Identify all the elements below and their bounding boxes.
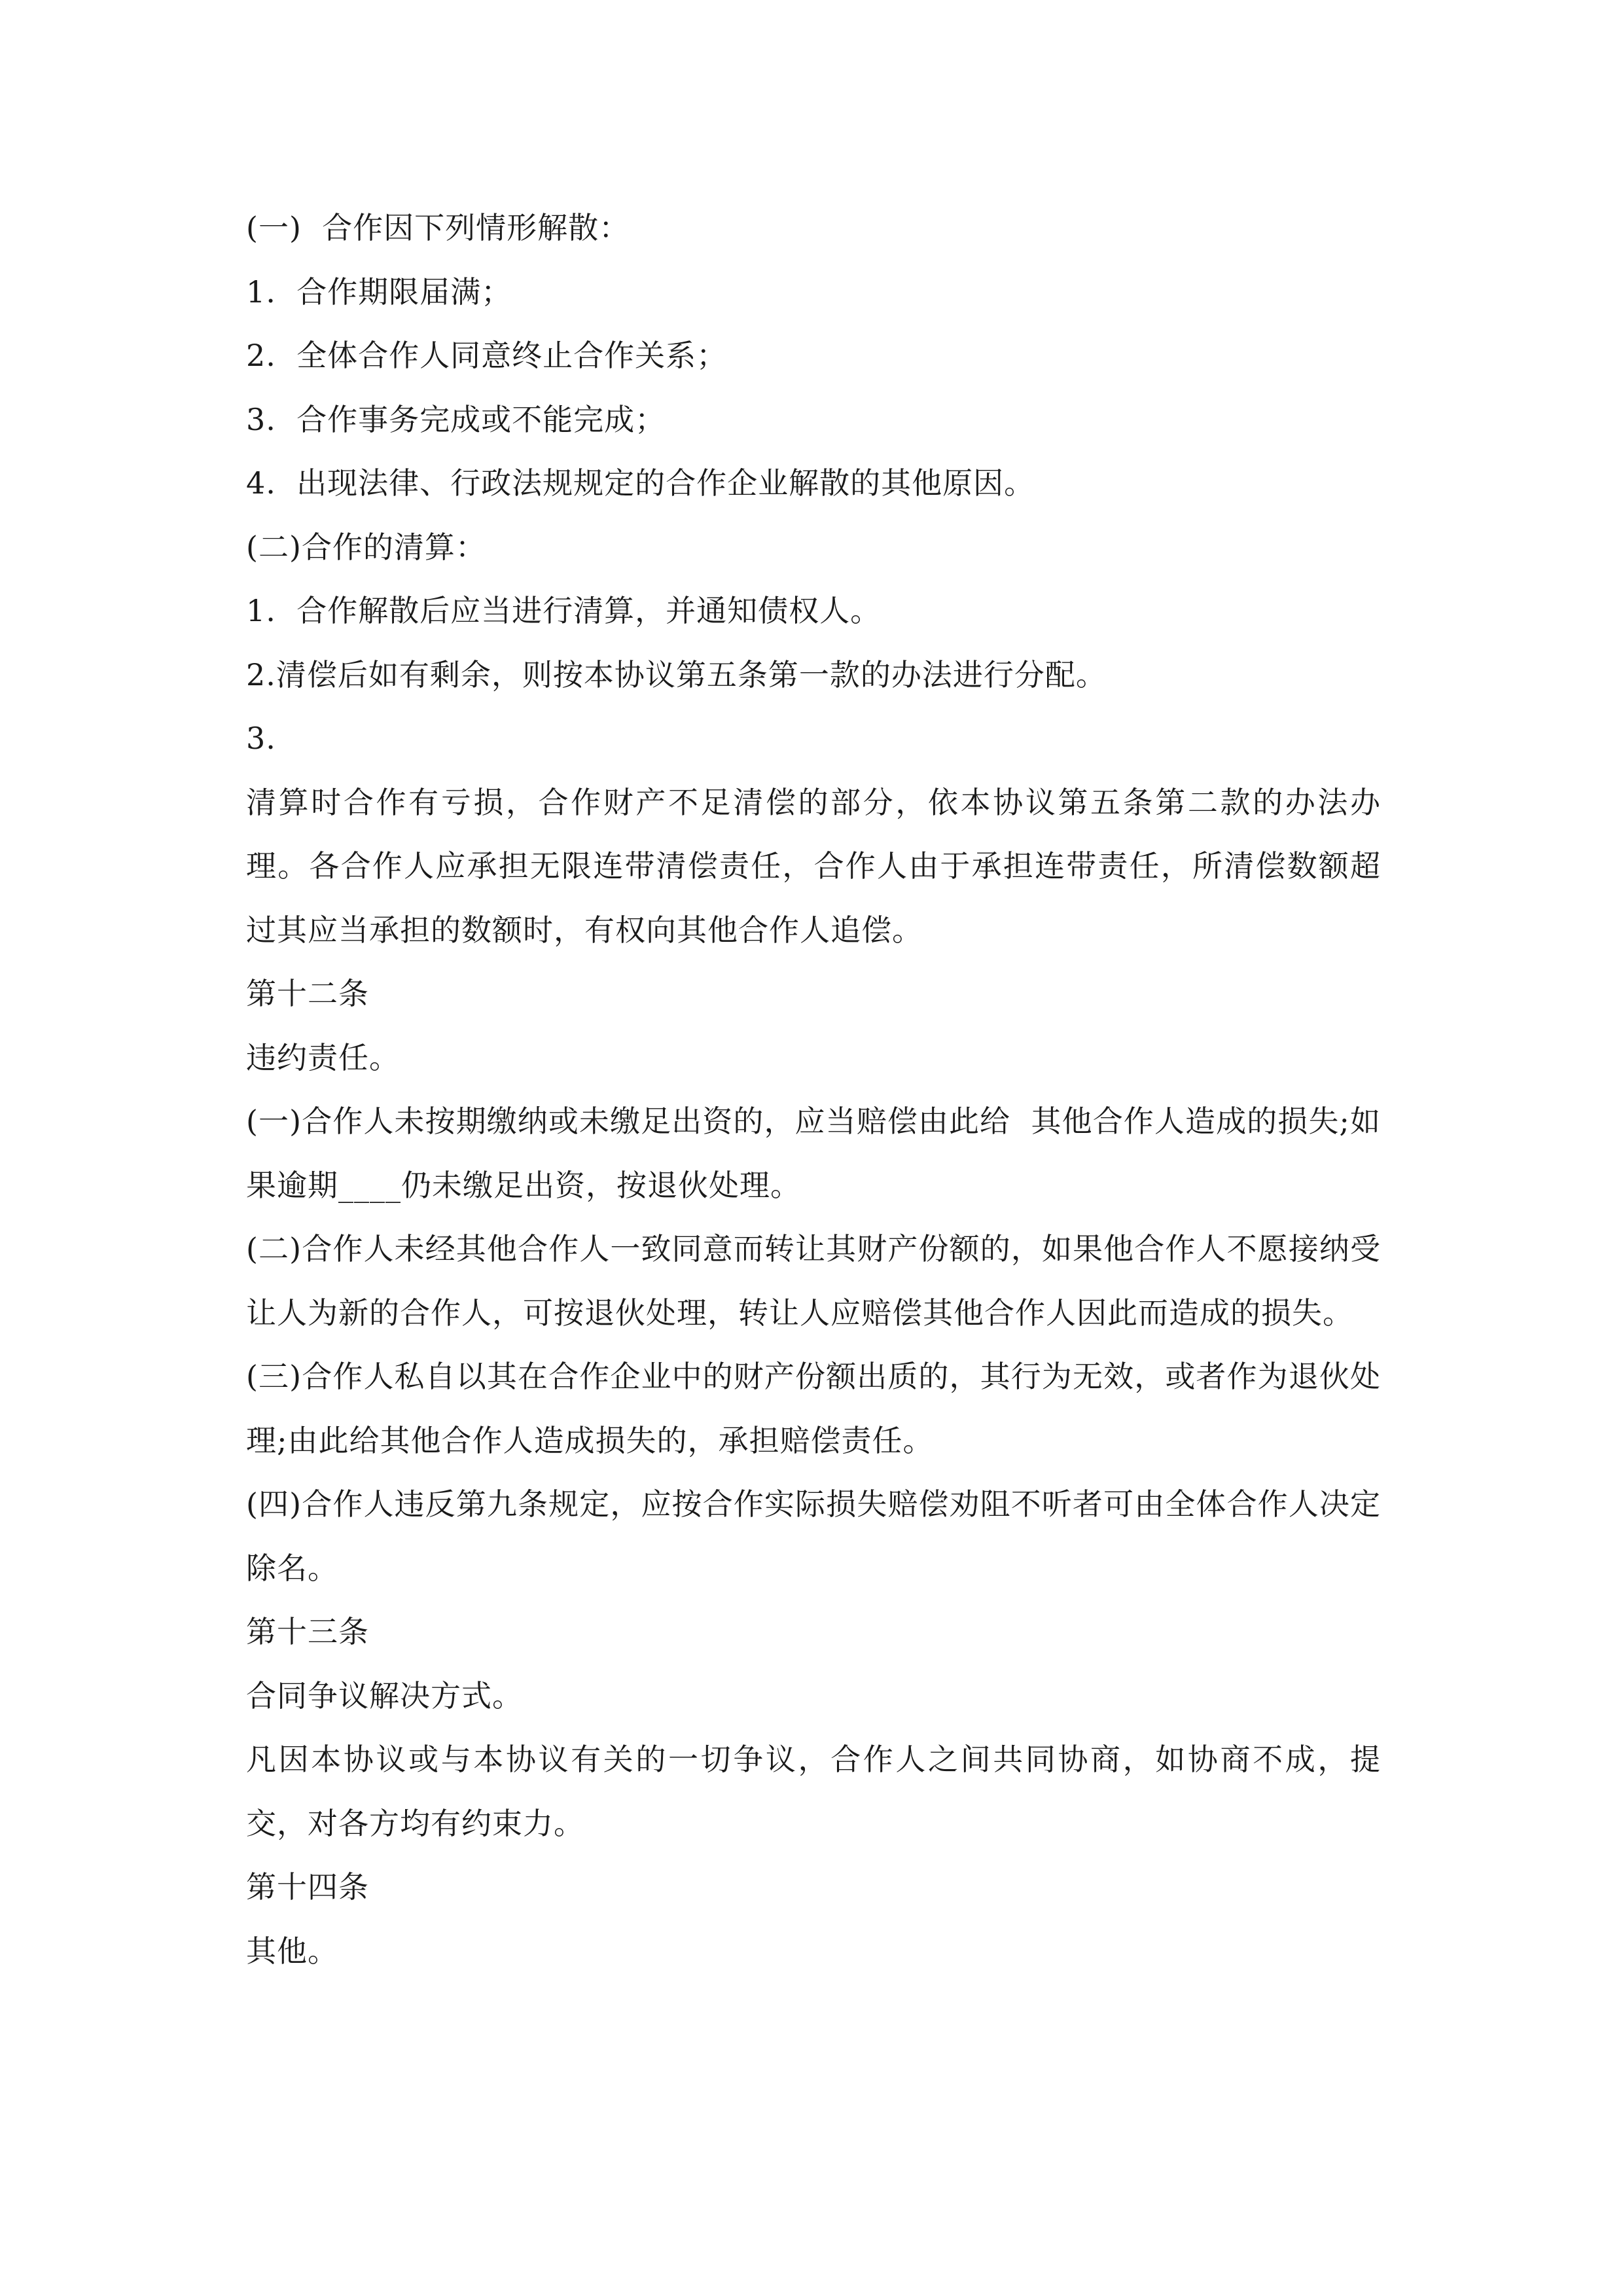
breach-clause-2: (二)合作人未经其他合作人一致同意而转让其财产份额的，如果他合作人不愿接纳受让人为新的合作人，可按退伙处理，转让人应赔偿其他合作人因此而造成的损失。 — [246, 1231, 1381, 1331]
article-14-title: 第十四条 — [246, 1869, 369, 1905]
liquidation-item-2: 2.清偿后如有剩余，则按本协议第五条第一款的办法进行分配。 — [246, 656, 1107, 692]
liquidation-item-3-text: 清算时合作有亏损，合作财产不足清偿的部分，依本协议第五条第二款的办法办理。各合作人应承担无限连带清偿责任，合作人由于承担连带责任，所清偿数额超过其应当承担的数额时，有权向其他合作人追偿。 — [246, 784, 1381, 948]
dissolution-item-4: 4. 出现法律、行政法规规定的合作企业解散的其他原因。 — [246, 465, 1035, 501]
dissolution-heading: (一) 合作因下列情形解散： — [246, 210, 630, 245]
dissolution-item-2: 2. 全体合作人同意终止合作关系； — [246, 338, 728, 373]
article-13-subject: 合同争议解决方式。 — [246, 1677, 523, 1713]
liquidation-item-1: 1. 合作解散后应当进行清算，并通知债权人。 — [246, 593, 882, 628]
article-12-title: 第十二条 — [246, 976, 369, 1011]
liquidation-item-3-number: 3. — [246, 721, 276, 756]
dissolution-item-1: 1. 合作期限届满； — [246, 274, 512, 310]
dissolution-item-3: 3. 合作事务完成或不能完成； — [246, 401, 666, 437]
article-13-title: 第十三条 — [246, 1614, 369, 1649]
dispute-resolution-text: 凡因本协议或与本协议有关的一切争议，合作人之间共同协商，如协商不成，提交，对各方均有约束力。 — [246, 1742, 1381, 1841]
liquidation-heading: (二)合作的清算： — [246, 529, 486, 565]
breach-clause-3: (三)合作人私自以其在合作企业中的财产份额出质的，其行为无效，或者作为退伙处理;由此给其他合作人造成损失的，承担赔偿责任。 — [246, 1359, 1381, 1458]
article-12-subject: 违约责任。 — [246, 1039, 400, 1075]
breach-clause-4: (四)合作人违反第九条规定，应按合作实际损失赔偿劝阻不听者可由全体合作人决定除名。 — [246, 1486, 1381, 1586]
article-14-subject: 其他。 — [246, 1933, 338, 1969]
document-body — [246, 196, 1381, 1983]
breach-clause-1: (一)合作人未按期缴纳或未缴足出资的，应当赔偿由此给 其他合作人造成的损失;如果逾期____仍未缴足出资，按退伙处理。 — [246, 1103, 1381, 1203]
